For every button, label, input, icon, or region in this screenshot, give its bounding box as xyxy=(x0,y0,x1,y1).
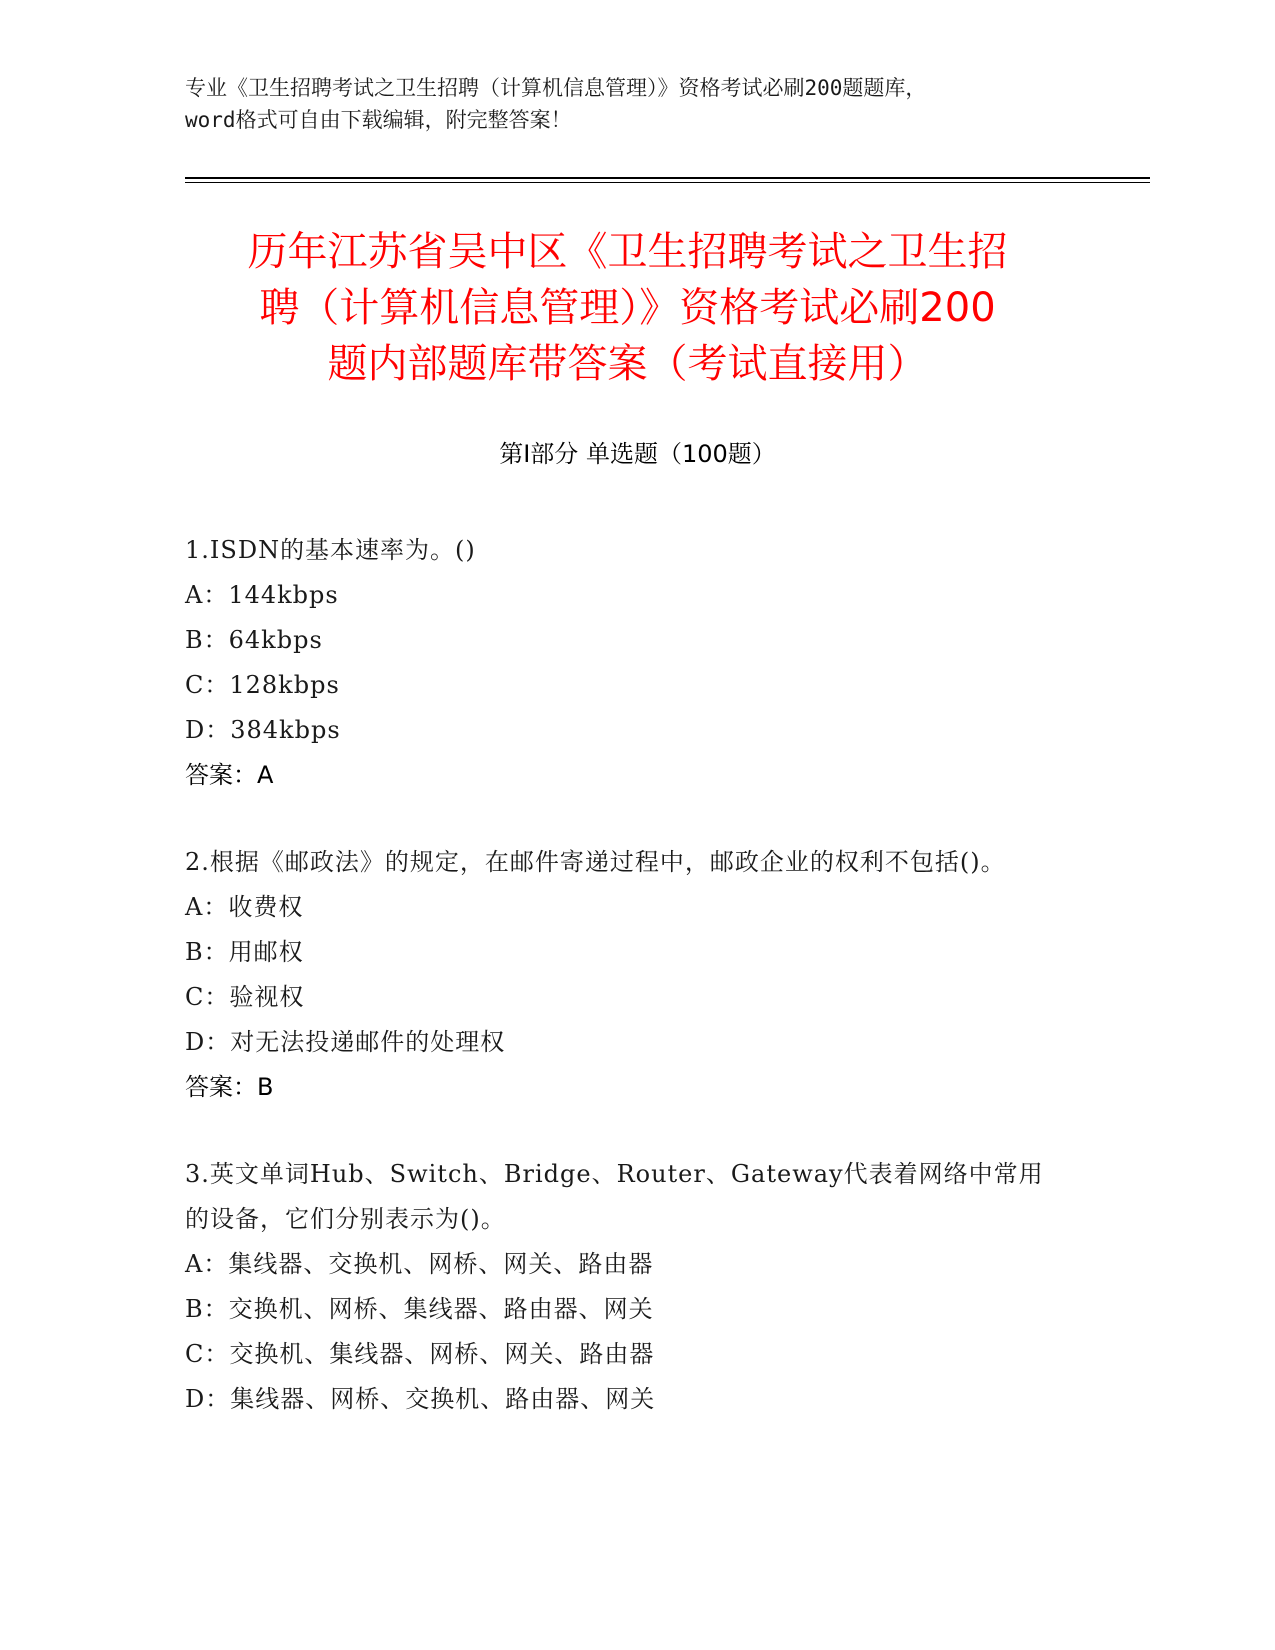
question-stem: 2.根据《邮政法》的规定，在邮件寄递过程中，邮政企业的权利不包括()。 xyxy=(185,848,1006,876)
question-2 xyxy=(185,840,1065,1110)
question-stem: 1.ISDN的基本速率为。() xyxy=(185,536,476,564)
question-list xyxy=(185,528,1065,1464)
option-d: D：集线器、网桥、交换机、路由器、网关 xyxy=(185,1385,656,1413)
section-heading: 第Ⅰ部分 单选题（100题） xyxy=(499,440,776,468)
question-stem: 3.英文单词Hub、Switch、Bridge、Router、Gateway代表着网络中常用的设备，它们分别表示为()。 xyxy=(185,1160,1044,1233)
header-rule-thick xyxy=(185,177,1150,179)
header-rule-thin xyxy=(185,182,1150,183)
title-line-3: 题内部题库带答案（考试直接用） xyxy=(327,341,928,387)
option-a: A：144kbps xyxy=(185,581,339,609)
option-b: B：交换机、网桥、集线器、路由器、网关 xyxy=(185,1295,654,1323)
option-a: A：集线器、交换机、网桥、网关、路由器 xyxy=(185,1250,654,1278)
option-d: D：384kbps xyxy=(185,716,341,744)
title-line-2: 聘（计算机信息管理）》资格考试必刷200 xyxy=(259,285,996,331)
question-3 xyxy=(185,1152,1065,1422)
option-c: C：验视权 xyxy=(185,983,305,1011)
option-a: A：收费权 xyxy=(185,893,304,921)
option-b: B：64kbps xyxy=(185,626,323,654)
document-title xyxy=(160,224,1095,392)
option-c: C：交换机、集线器、网桥、网关、路由器 xyxy=(185,1340,655,1368)
header-note-line-2: word格式可自由下载编辑，附完整答案！ xyxy=(185,108,572,132)
option-d: D：对无法投递邮件的处理权 xyxy=(185,1028,506,1056)
option-c: C：128kbps xyxy=(185,671,340,699)
header-note-line-1: 专业《卫生招聘考试之卫生招聘（计算机信息管理）》资格考试必刷200题题库， xyxy=(185,76,927,100)
option-b: B：用邮权 xyxy=(185,938,304,966)
title-line-1: 历年江苏省吴中区《卫生招聘考试之卫生招 xyxy=(247,229,1008,275)
answer: 答案：A xyxy=(185,761,274,789)
answer: 答案：B xyxy=(185,1073,274,1101)
question-1 xyxy=(185,528,1065,798)
header-note xyxy=(185,72,1085,136)
